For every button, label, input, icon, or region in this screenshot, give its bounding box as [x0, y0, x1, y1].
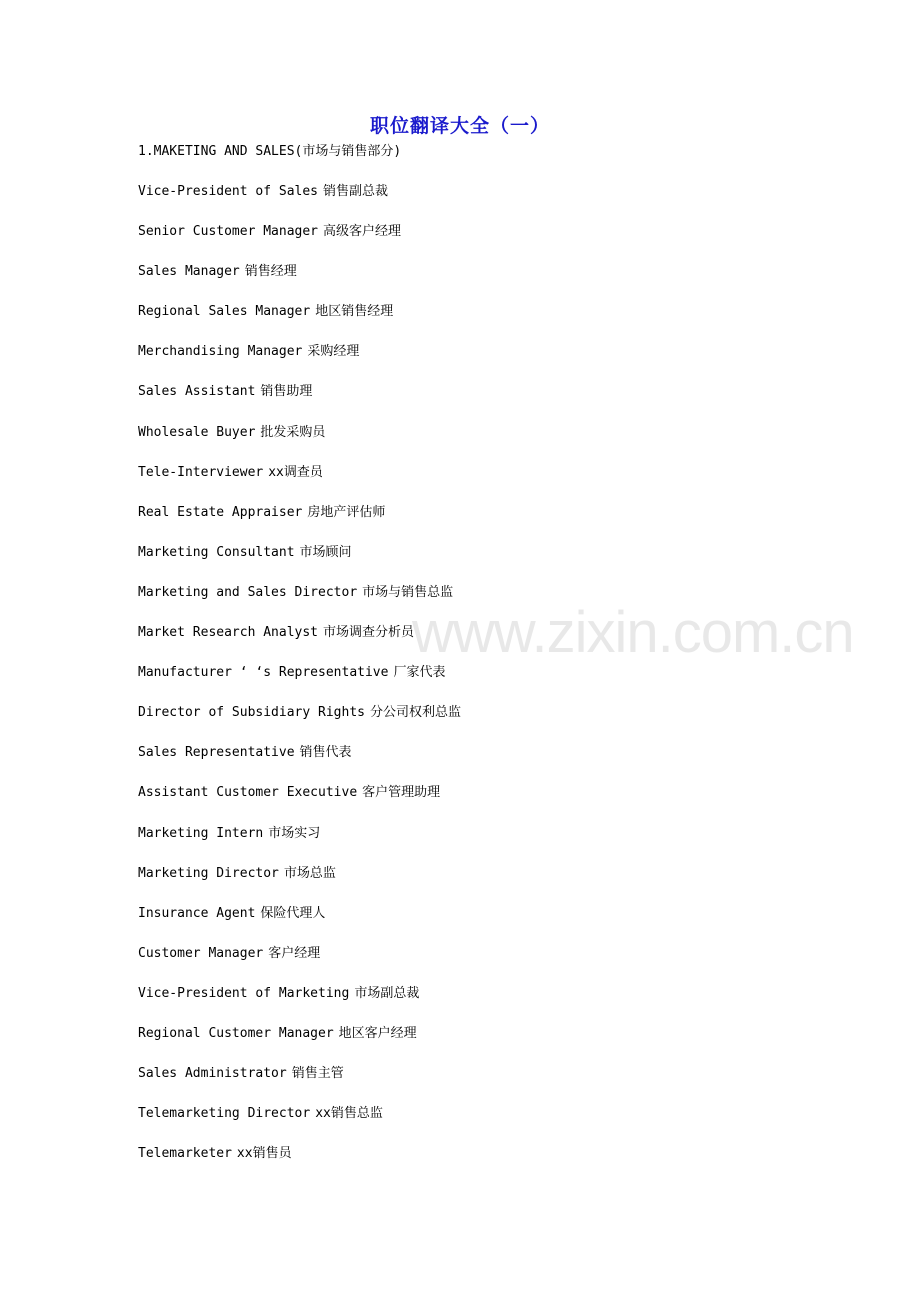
job-title-zh: 市场调查分析员	[323, 625, 415, 641]
list-item	[138, 944, 461, 984]
job-title-en: Marketing Intern	[138, 825, 264, 841]
job-title-en: Assistant Customer Executive	[138, 785, 358, 801]
list-item	[138, 1024, 461, 1064]
job-title-en: Marketing Consultant	[138, 544, 295, 560]
job-title-zh: 市场总监	[283, 865, 336, 881]
list-item	[138, 703, 461, 743]
job-title-zh: 市场顾问	[299, 544, 352, 560]
job-title-en: Sales Manager	[138, 264, 240, 280]
list-item	[138, 1104, 461, 1144]
list-item	[138, 824, 461, 864]
job-title-zh: 客户经理	[268, 945, 321, 961]
job-title-en: Regional Customer Manager	[138, 1025, 334, 1041]
list-item	[138, 503, 461, 543]
job-title-en: Regional Sales Manager	[138, 304, 311, 320]
list-item	[138, 864, 461, 904]
list-item	[138, 302, 461, 342]
list-item	[138, 984, 461, 1024]
job-title-en: Telemarketing Director	[138, 1106, 311, 1122]
job-title-en: Sales Representative	[138, 745, 295, 761]
job-title-zh: 厂家代表	[393, 665, 446, 681]
job-title-zh: 保险代理人	[260, 905, 326, 921]
job-title-en: Wholesale Buyer	[138, 424, 256, 440]
job-title-en: Director of Subsidiary Rights	[138, 705, 365, 721]
job-title-zh: 分公司权利总监	[369, 705, 461, 721]
job-title-zh: xx销售总监	[315, 1106, 383, 1122]
job-title-list	[138, 182, 461, 1184]
job-title-en: Vice-President of Sales	[138, 184, 319, 199]
list-item	[138, 623, 461, 663]
job-title-en: Customer Manager	[138, 945, 264, 961]
list-item	[138, 1144, 461, 1184]
job-title-en: Senior Customer Manager	[138, 224, 319, 240]
job-title-zh: 销售助理	[260, 384, 313, 400]
list-item	[138, 904, 461, 944]
job-title-zh: 市场副总裁	[354, 985, 420, 1001]
job-title-en: Sales Administrator	[138, 1066, 287, 1082]
job-title-zh: 市场实习	[268, 825, 321, 841]
list-item	[138, 382, 461, 422]
list-item	[138, 743, 461, 783]
job-title-zh: xx销售员	[236, 1146, 292, 1162]
job-title-en: Marketing Director	[138, 865, 279, 881]
list-item	[138, 1064, 461, 1104]
job-title-zh: 销售主管	[291, 1066, 344, 1082]
list-item	[138, 583, 461, 623]
job-title-en: Sales Assistant	[138, 384, 256, 400]
list-item	[138, 222, 461, 262]
watermark: www.zixin.com.cn	[412, 600, 854, 665]
job-title-zh: 房地产评估师	[307, 504, 386, 520]
job-title-zh: xx调查员	[268, 464, 323, 480]
page-title: 职位翻译大全（一）	[369, 115, 550, 137]
list-item	[138, 423, 461, 463]
job-title-en: Tele-Interviewer	[138, 464, 264, 480]
job-title-zh: 地区客户经理	[338, 1025, 417, 1041]
section-heading: 1.MAKETING AND SALES(市场与销售部分)	[138, 144, 402, 159]
list-item	[138, 262, 461, 302]
job-title-en: Marketing and Sales Director	[138, 584, 358, 600]
job-title-en: Merchandising Manager	[138, 344, 303, 360]
job-title-en: Insurance Agent	[138, 905, 256, 921]
job-title-zh: 销售经理	[244, 264, 297, 280]
job-title-zh: 批发采购员	[260, 424, 326, 440]
list-item	[138, 663, 461, 703]
job-title-en: Vice-President of Marketing	[138, 985, 350, 1001]
job-title-zh: 客户管理助理	[362, 785, 441, 801]
list-item	[138, 543, 461, 583]
job-title-en: Telemarketer	[138, 1146, 232, 1162]
job-title-en: Real Estate Appraiser	[138, 504, 303, 520]
job-title-zh: 地区销售经理	[315, 304, 394, 320]
list-item	[138, 783, 461, 823]
job-title-zh: 采购经理	[307, 344, 360, 360]
list-item	[138, 342, 461, 382]
job-title-en: Market Research Analyst	[138, 625, 319, 641]
list-item	[138, 182, 461, 222]
job-title-zh: 高级客户经理	[323, 224, 402, 240]
job-title-zh: 销售代表	[299, 745, 352, 761]
list-item	[138, 463, 461, 503]
job-title-zh: 销售副总裁	[323, 184, 389, 199]
job-title-zh: 市场与销售总监	[362, 584, 454, 600]
job-title-en: Manufacturer ‘ ‘s Representative	[138, 665, 389, 681]
